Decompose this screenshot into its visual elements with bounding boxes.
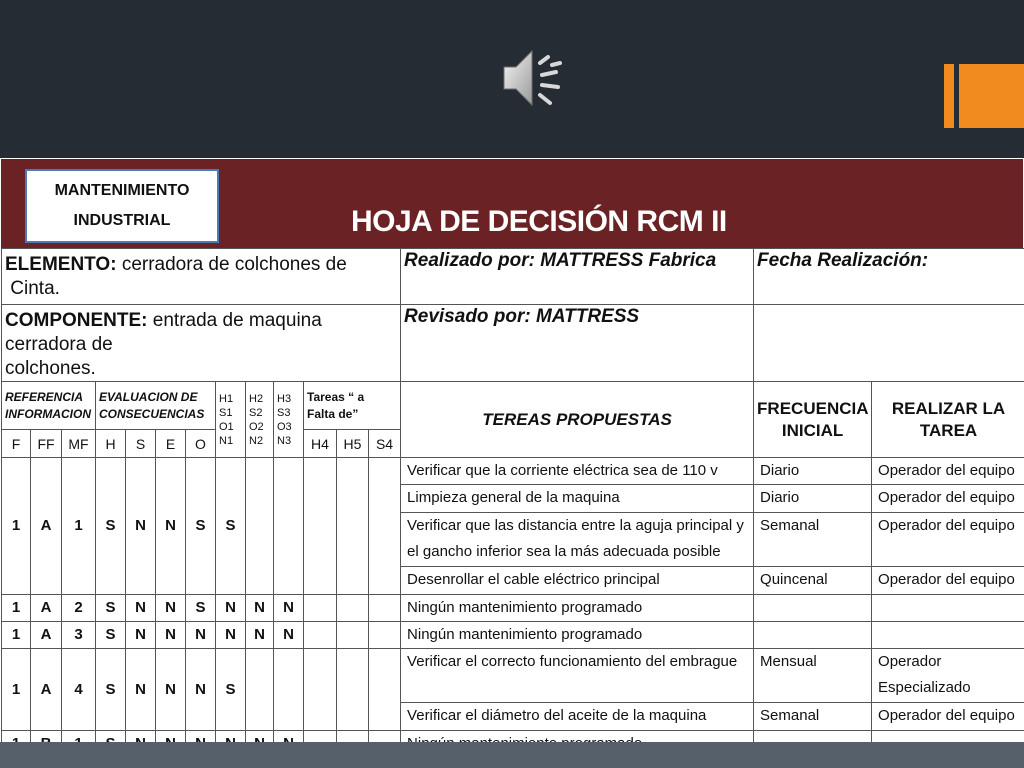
code-cell: N [126,458,156,595]
componente-value-2: colchones. [5,358,96,379]
task-cell: Verificar el correcto funcionamiento del embrague [401,649,754,703]
code-cell: N [274,595,304,622]
frequency-cell: Semanal [754,703,872,731]
task-cell: Ningún mantenimiento programado [401,622,754,649]
componente-cell [2,305,401,382]
frequency-cell [754,595,872,622]
code-cell: N [126,622,156,649]
slide-image [0,158,1024,742]
code-cell: N [216,622,246,649]
code-cell [304,649,337,731]
code-cell: N [246,622,274,649]
table-row [2,458,1024,485]
code-cell [369,595,401,622]
fecha-cell: Fecha Realización: [754,249,1024,305]
code-cell: S [96,458,126,595]
sub-header-cell: O [186,430,216,458]
evaluacion-header [96,382,216,430]
sub-header-cell: H [96,430,126,458]
code-cell [337,595,369,622]
task-cell: Limpieza general de la maquina [401,485,754,513]
sub-header-cell: FF [31,430,62,458]
task-cell: Ningún mantenimiento programado [401,595,754,622]
realizar-header: REALIZAR LA TAREA [872,382,1024,458]
responsible-cell: Operador del equipo [872,513,1024,567]
code-cell [369,458,401,595]
code-cell: N [156,649,186,731]
page-title: HOJA DE DECISIÓN RCM II [351,205,727,238]
h1-header: H1 S1 O1 N1 [216,382,246,458]
frequency-cell: Quincenal [754,567,872,595]
task-cell: Verificar que las distancia entre la aguja principal y el gancho inferior sea la más adecuada posible [401,513,754,567]
frequency-cell: Semanal [754,513,872,567]
sub-header-cell: MF [62,430,96,458]
code-cell: S [96,595,126,622]
code-cell: S [96,622,126,649]
code-cell: A [31,649,62,731]
table-row [2,649,1024,703]
frecuencia-header: FRECUENCIA INICIAL [754,382,872,458]
code-cell: N [186,649,216,731]
code-cell [246,458,274,595]
accent-bar-thin [944,64,954,128]
code-cell: N [126,649,156,731]
code-cell: 2 [62,595,96,622]
logo-line-2: INDUSTRIAL [73,212,171,229]
responsible-cell: Operador del equipo [872,485,1024,513]
sub-header-cell: S [126,430,156,458]
revisado-cell: Revisado por: MATTRESS [401,305,754,382]
code-cell: A [31,595,62,622]
code-cell: S [216,458,246,595]
blank-cell [754,305,1024,382]
code-cell: 1 [2,649,31,731]
responsible-cell [872,622,1024,649]
code-cell: N [156,595,186,622]
code-cell: 3 [62,622,96,649]
code-cell: N [126,595,156,622]
sub-header-cell: H5 [337,430,369,458]
code-cell [369,649,401,731]
tareas-propuestas-header: TEREAS PROPUESTAS [401,382,754,458]
code-cell: A [31,458,62,595]
frequency-cell: Mensual [754,649,872,703]
code-cell: 1 [2,595,31,622]
code-cell: 1 [62,458,96,595]
elemento-cell [2,249,401,305]
referencia-line-1: REFERENCIA [5,389,84,404]
code-cell [337,622,369,649]
frequency-cell: Diario [754,485,872,513]
sub-header-cell: F [2,430,31,458]
elemento-value: cerradora de colchones de [116,254,347,275]
code-cell: 1 [2,622,31,649]
accent-bar-wide [959,64,1024,128]
responsible-cell: Operador del equipo [872,458,1024,485]
code-cell [304,622,337,649]
evaluacion-line-1: EVALUACION DE [99,389,198,404]
code-cell [246,649,274,731]
code-cell [274,649,304,731]
code-cell: N [156,458,186,595]
code-cell: 4 [62,649,96,731]
table-row [2,595,1024,622]
code-cell: N [274,622,304,649]
code-cell [304,458,337,595]
evaluacion-line-2: CONSECUENCIAS [99,406,205,421]
realizado-cell: Realizado por: MATTRESS Fabrica [401,249,754,305]
frequency-cell [754,622,872,649]
bottom-bar [0,742,1024,768]
elemento-label: ELEMENTO: [5,254,117,275]
componente-value: entrada de maquina cerradora de [5,310,322,355]
code-cell: S [186,595,216,622]
title-banner [1,159,1023,248]
task-cell: Verificar que la corriente eléctrica sea de 110 v [401,458,754,485]
code-cell: N [156,622,186,649]
code-cell: A [31,622,62,649]
code-cell: N [186,622,216,649]
tareas-header: Tareas “ a Falta de” [304,382,401,430]
code-cell: S [96,649,126,731]
frequency-cell: Diario [754,458,872,485]
h2-header: H2 S2 O2 N2 [246,382,274,458]
componente-label: COMPONENTE: [5,310,148,331]
referencia-line-2: INFORMACION [5,406,91,421]
code-cell: N [216,595,246,622]
task-cell: Verificar el diámetro del aceite de la maquina [401,703,754,731]
code-cell [337,458,369,595]
code-cell: 1 [2,458,31,595]
logo-line-1: MANTENIMIENTO [54,182,190,199]
code-cell [337,649,369,731]
sub-header-cell: H4 [304,430,337,458]
code-cell [369,622,401,649]
code-cell: S [186,458,216,595]
responsible-cell: Operador Especializado [872,649,1024,703]
responsible-cell: Operador del equipo [872,703,1024,731]
code-cell [304,595,337,622]
task-cell: Desenrollar el cable eléctrico principal [401,567,754,595]
elemento-value-2: Cinta. [10,278,60,299]
sub-header-cell: S4 [369,430,401,458]
responsible-cell [872,595,1024,622]
h3-header: H3 S3 O3 N3 [274,382,304,458]
sub-header-cell: E [156,430,186,458]
code-cell [274,458,304,595]
code-cell: N [246,595,274,622]
table-row [2,622,1024,649]
logo-box [25,169,219,243]
decision-sheet-table [1,248,1024,758]
speaker-icon[interactable] [500,45,572,111]
responsible-cell: Operador del equipo [872,567,1024,595]
referencia-header [2,382,96,430]
code-cell: S [216,649,246,731]
